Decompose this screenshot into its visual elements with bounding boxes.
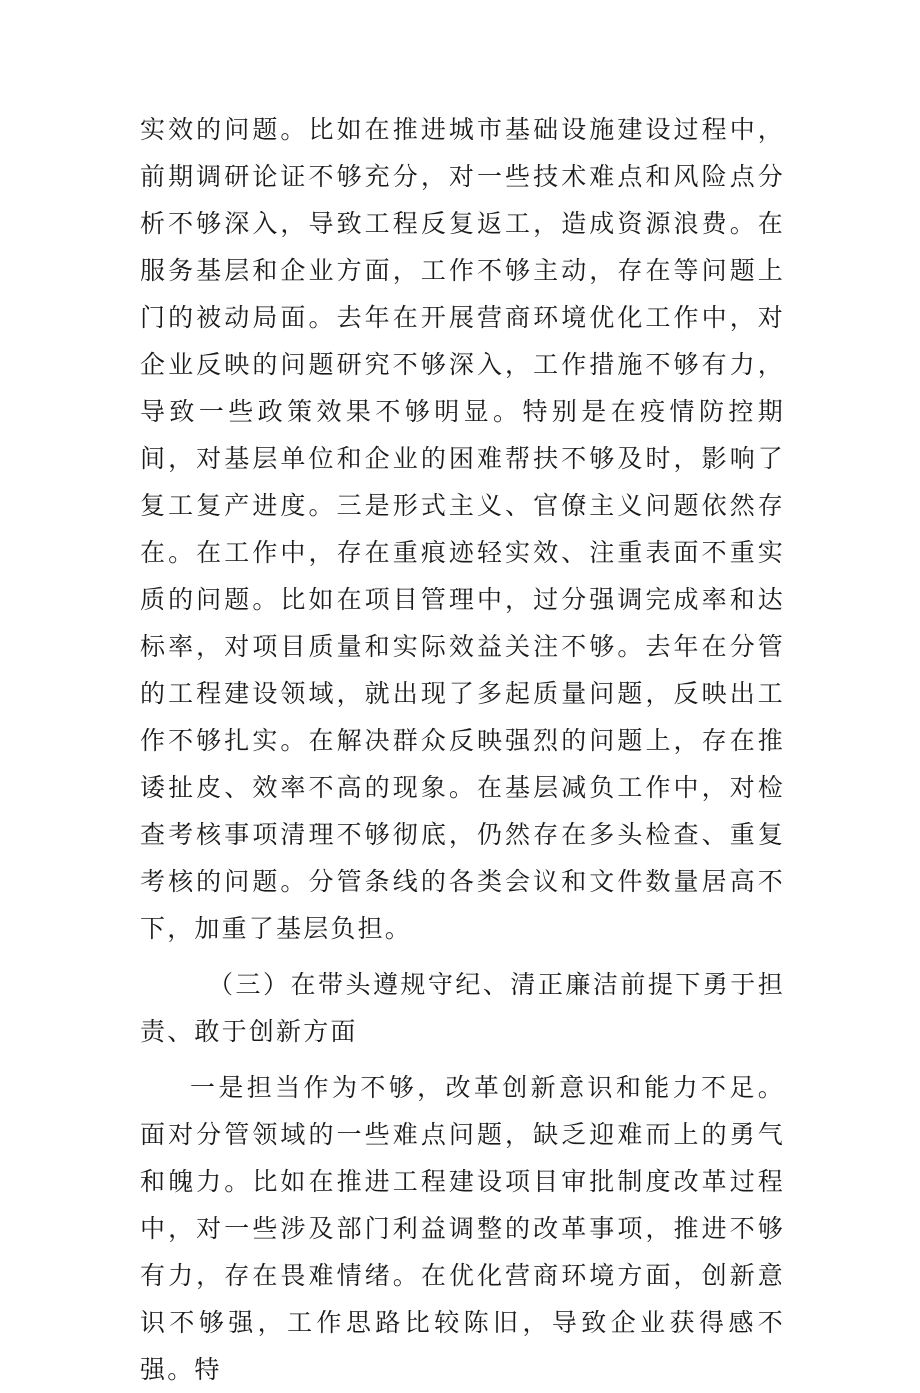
- document-body: [140, 106, 785, 1393]
- section-heading: （三）在带头遵规守纪、清正廉洁前提下勇于担责、敢于创新方面: [140, 970, 785, 1046]
- paragraph-continued: 实效的问题。比如在推进城市基础设施建设过程中，前期调研论证不够充分，对一些技术难点和风险点分析不够深入，导致工程反复返工，造成资源浪费。在服务基层和企业方面，工作不够主动，存在等问题上门的被动局面。去年在开展营商环境优化工作中，对企业反映的问题研究不够深入，工作措施不够有力，导致一些政策效果不够明显。特别是在疫情防控期间，对基层单位和企业的困难帮扶不够及时，影响了复工复产进度。三是形式主义、官僚主义问题依然存在。在工作中，存在重痕迹轻实效、注重表面不重实质的问题。比如在项目管理中，过分强调完成率和达标率，对项目质量和实际效益关注不够。去年在分管的工程建设领域，就出现了多起质量问题，反映出工作不够扎实。在解决群众反映强烈的问题上，存在推诿扯皮、效率不高的现象。在基层减负工作中，对检查考核事项清理不够彻底，仍然存在多头检查、重复考核的问题。分管条线的各类会议和文件数量居高不下，加重了基层负担。: [140, 115, 785, 943]
- paragraph-body: 一是担当作为不够，改革创新意识和能力不足。面对分管领域的一些难点问题，缺乏迎难而上的勇气和魄力。比如在推进工程建设项目审批制度改革过程中，对一些涉及部门利益调整的改革事项，推进不够有力，存在畏难情绪。在优化营商环境方面，创新意识不够强，工作思路比较陈旧，导致企业获得感不强。特: [140, 1073, 785, 1384]
